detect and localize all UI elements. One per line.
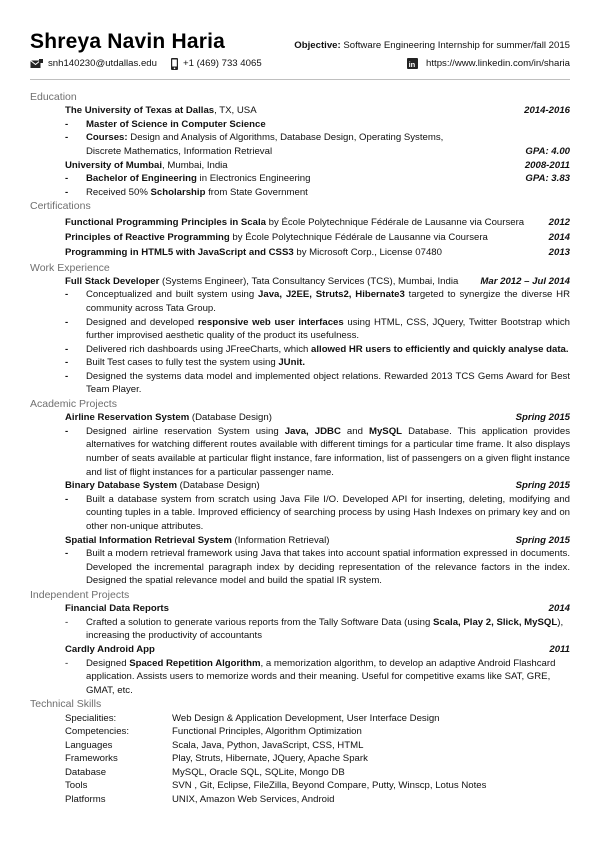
certification-row bbox=[30, 246, 570, 261]
certification-year: 2013 bbox=[548, 246, 570, 258]
bullet-text: Built a modern retrieval framework using Java that takes into account spatial information expressed in documents. Developed the incremental paragraph index by deciding representation of the relevance factors in the index. Designed the spatial relevance model and build the spatial IR system. bbox=[86, 548, 570, 587]
gpa-value: GPA: 3.83 bbox=[525, 173, 570, 185]
project-term: Spring 2015 bbox=[515, 412, 570, 424]
list-item: - Designed Spaced Repetition Algorithm, a memorization algorithm, to develop an adaptive Android Flashcard application. Assists users to memorize words and their meaning. Useful for competitive exams like SAT, GRE, GMAT, etc. bbox=[65, 657, 556, 696]
school-name: The University of Texas at Dallas bbox=[65, 105, 215, 117]
scholarship-bold: Scholarship bbox=[150, 186, 206, 198]
list-item: - Received 50% Scholarship from State Government bbox=[65, 186, 308, 198]
project-name: Airline Reservation System bbox=[65, 412, 190, 424]
skill-row bbox=[65, 739, 570, 753]
project-name: Financial Data Reports bbox=[65, 603, 169, 615]
certification-row bbox=[30, 216, 570, 231]
skill-row bbox=[65, 793, 570, 807]
job-company: (Systems Engineer), Tata Consultancy Services (TCS), Mumbai, India bbox=[159, 275, 459, 287]
bullet-bold: Java, J2EE, Struts2, Hibernate3 bbox=[258, 289, 405, 301]
project-year: 2014 bbox=[548, 603, 570, 615]
list-item: - Designed airline reservation System using Java, JDBC and MySQL Database. This application provides alternatives for watching different routes available with different timings for a particular time frame. It also displays number of seats available at particular flight instance, fare information, list of passengers on a given flight instance and list of flight instances for a particular passenger name. bbox=[65, 425, 570, 478]
job-role: Full Stack Developer bbox=[65, 275, 160, 287]
list-item: - Master of Science in Computer Science bbox=[30, 118, 570, 132]
school-location: , TX, USA bbox=[214, 105, 257, 117]
project-term: Spring 2015 bbox=[515, 534, 570, 546]
skill-row bbox=[65, 766, 570, 780]
certification-name: Programming in HTML5 with JavaScript and CSS3 bbox=[65, 246, 294, 258]
list-item: - Built Test cases to fully test the system using JUnit. bbox=[65, 357, 305, 369]
header-divider bbox=[30, 79, 570, 80]
work-entry bbox=[30, 275, 570, 289]
certification-row bbox=[30, 231, 570, 246]
bullet-bold: Scala, Play 2, Slick, MySQL bbox=[432, 616, 558, 628]
skill-label: Database bbox=[65, 766, 107, 778]
education-dates: 2014-2016 bbox=[524, 105, 570, 117]
list-item: - Built a database system from scratch using Java File I/O. Developed API for inserting, deleting, modifying and counting tuples in a table. Improved efficiency of searching process by using Hash Indexes on primary key and on other non-unique attributes. bbox=[65, 493, 570, 532]
courses-label: Courses: bbox=[86, 132, 128, 144]
phone-number: +1 (469) 733 4065 bbox=[182, 58, 262, 69]
skill-value: UNIX, Amazon Web Services, Android bbox=[172, 794, 335, 806]
gpa-value: GPA: 4.00 bbox=[525, 145, 570, 157]
section-title-independent: Independent Projects bbox=[30, 588, 130, 601]
bullet-text: Designed and developed bbox=[86, 316, 198, 328]
linkedin-item bbox=[407, 57, 570, 71]
section-title-academic: Academic Projects bbox=[30, 398, 117, 411]
list-item: - Designed the systems data model and implemented object relations. Rewarded 2013 TCS Gems Award for Best Team Player. bbox=[65, 370, 570, 396]
mail-icon bbox=[30, 59, 43, 69]
project-name: Binary Database System bbox=[65, 480, 177, 492]
resume-body bbox=[30, 90, 570, 807]
bullet-bold: allowed HR users to efficiently and quickly analyse data. bbox=[311, 343, 569, 355]
list-item: - Crafted a solution to generate various reports from the Tally Software Data (using Scala, Play 2, Slick, MySQL), increasing the productivity of accountants bbox=[65, 616, 564, 642]
degree: Bachelor of Engineering bbox=[86, 173, 197, 185]
degree-field: in Electronics Engineering bbox=[196, 173, 311, 185]
skill-row bbox=[65, 712, 570, 726]
project-type: (Database Design) bbox=[176, 480, 260, 492]
job-dates: Mar 2012 – Jul 2014 bbox=[480, 275, 570, 287]
bullet-text-end: targeted to synergize the diverse HR community across Tata Group. bbox=[86, 289, 570, 314]
bullet-text: Designed airline reservation System using bbox=[86, 425, 285, 437]
certification-name: Functional Programming Principles in Scala bbox=[65, 216, 266, 228]
gpa-row bbox=[30, 145, 570, 159]
objective-text: Software Engineering Internship for summer/fall 2015 bbox=[343, 40, 570, 51]
project-name: Cardly Android App bbox=[65, 643, 155, 655]
bullet-text: Crafted a solution to generate various reports from the Tally Software Data (using bbox=[86, 616, 433, 628]
email-link[interactable]: snh140230@utdallas.edu bbox=[48, 58, 157, 69]
list-item: - Bachelor of Engineering in Electronics Engineering GPA: 3.83 bbox=[65, 173, 570, 185]
project-entry bbox=[30, 411, 570, 425]
skill-value: Functional Principles, Algorithm Optimization bbox=[172, 726, 362, 738]
objective-label: Objective: bbox=[294, 40, 341, 51]
resume-header bbox=[30, 30, 570, 54]
bullet-bold: responsive web user interfaces bbox=[197, 316, 344, 328]
bullet-text: Built Test cases to fully test the system using bbox=[86, 357, 279, 369]
education-entry-utd bbox=[30, 104, 570, 118]
courses-line-1: Design and Analysis of Algorithms, Database Design, Operating Systems, bbox=[130, 132, 444, 144]
list-item: - Conceptualized and built system using Java, J2EE, Struts2, Hibernate3 targeted to synergize the diverse HR community across Tata Group. bbox=[65, 289, 570, 314]
scholarship-text-end: from State Government bbox=[205, 186, 308, 198]
bullet-text: Built a database system from scratch using Java File I/O. Developed API for inserting, deleting, modifying and counting tuples in a table. Improved efficiency of searching process by using Hash Indexes on primary key and on other non-unique attributes. bbox=[86, 493, 570, 532]
list-item: - Delivered rich dashboards using JFreeCharts, which allowed HR users to efficiently and quickly analyse data. bbox=[65, 343, 569, 355]
section-title-work: Work Experience bbox=[30, 261, 110, 274]
skill-label: Specialities: bbox=[65, 712, 117, 724]
list-item: - Designed and developed responsive web user interfaces using HTML, CSS, JQuery, Twitter Bootstrap which further improvised aesthetic quality of the product its usefulness. bbox=[65, 316, 571, 342]
skill-label: Competencies: bbox=[65, 726, 129, 738]
bullet-bold: Spaced Repetition Algorithm bbox=[129, 657, 261, 669]
certification-provider: by Microsoft Corp., License 07480 bbox=[293, 246, 442, 258]
project-entry bbox=[30, 479, 570, 493]
skill-value: Web Design & Application Development, User Interface Design bbox=[172, 712, 440, 724]
project-entry bbox=[30, 602, 570, 616]
bullet-text-mid: and bbox=[340, 425, 369, 437]
section-title-certifications: Certifications bbox=[30, 200, 91, 213]
skill-row bbox=[65, 752, 570, 766]
skill-label: Languages bbox=[65, 739, 113, 751]
contact-bar bbox=[30, 57, 570, 71]
degree: Master of Science in Computer Science bbox=[86, 118, 266, 130]
skill-row bbox=[65, 725, 570, 739]
bullet-text: Designed the systems data model and implemented object relations. Rewarded 2013 TCS Gems Award for Best Team Player. bbox=[86, 370, 570, 396]
education-entry-mumbai bbox=[30, 159, 570, 173]
phone-item bbox=[171, 57, 262, 71]
bullet-bold: Java, JDBC bbox=[284, 425, 341, 437]
skill-value: Scala, Java, Python, JavaScript, CSS, HTML bbox=[172, 739, 364, 751]
phone-icon bbox=[171, 58, 178, 70]
email-item bbox=[30, 57, 157, 71]
list-item: - Courses: Design and Analysis of Algorithms, Database Design, Operating Systems, bbox=[65, 132, 444, 144]
list-item: - Built a modern retrieval framework using Java that takes into account spatial information expressed in documents. Developed the incremental paragraph index by deciding representation of the relevance factors in the index. Designed the spatial relevance model and build the spatial IR system. bbox=[65, 548, 570, 587]
bullet-text-end: Database. This application provides alternatives for watching different routes available with different timings for a particular time frame. It also displays number of seats available at particular flight instance, fare information, list of passengers on a given flight instance and list of flight instances for a particular passenger name. bbox=[86, 425, 570, 478]
skill-label: Tools bbox=[65, 780, 88, 792]
bullet-text: Designed bbox=[86, 657, 130, 669]
skill-value: SVN , Git, Eclipse, FileZilla, Beyond Compare, Putty, Winscp, Lotus Notes bbox=[172, 780, 487, 792]
bullet-text-end: ), increasing the productivity of accountants bbox=[86, 616, 564, 642]
certification-provider: by École Polytechnique Fédérale de Lausanne via Coursera bbox=[265, 216, 525, 228]
linkedin-icon bbox=[407, 58, 418, 69]
section-title-skills: Technical Skills bbox=[30, 698, 102, 711]
certification-year: 2014 bbox=[548, 231, 570, 243]
bullet-text: Delivered rich dashboards using JFreeCharts, which bbox=[86, 343, 312, 355]
school-location: , Mumbai, India bbox=[162, 159, 228, 171]
bullet-bold-2: MySQL bbox=[368, 425, 403, 437]
certification-year: 2012 bbox=[548, 216, 570, 228]
bullet-text-end: using HTML, CSS, JQuery, Twitter Bootstrap which further improvised aesthetic quality of the product its usefulness. bbox=[86, 316, 571, 342]
skill-row bbox=[65, 779, 570, 793]
project-entry bbox=[30, 643, 570, 657]
bullet-bold: JUnit. bbox=[278, 357, 305, 369]
project-name: Spatial Information Retrieval System bbox=[65, 534, 232, 546]
certification-name: Principles of Reactive Programming bbox=[65, 231, 230, 243]
project-type: (Database Design) bbox=[189, 412, 272, 424]
certification-provider: by École Polytechnique Fédérale de Lausanne via Coursera bbox=[229, 231, 488, 243]
bullet-text: Conceptualized and built system using bbox=[86, 289, 259, 301]
objective bbox=[294, 39, 570, 53]
project-type: (Information Retrieval) bbox=[231, 534, 330, 546]
scholarship-text: Received 50% bbox=[86, 186, 151, 198]
svg-text:in: in bbox=[408, 60, 416, 70]
courses-line-2: Discrete Mathematics, Information Retrieval bbox=[86, 145, 273, 157]
skill-label: Platforms bbox=[65, 794, 106, 806]
skill-value: Play, Struts, Hibernate, JQuery, Apache Spark bbox=[172, 753, 368, 765]
linkedin-link[interactable]: https://www.linkedin.com/in/sharia bbox=[426, 58, 570, 69]
school-name: University of Mumbai bbox=[65, 159, 163, 171]
skill-value: MySQL, Oracle SQL, SQLite, Mongo DB bbox=[172, 766, 345, 778]
bullet-text-end: , a memorization algorithm, to develop an adaptive Android Flashcard application. Assists users to memorize words and their meaning. Useful for competitive exams like SAT, GRE, GMAT, etc. bbox=[86, 657, 556, 696]
project-term: Spring 2015 bbox=[515, 480, 570, 492]
project-year: 2011 bbox=[549, 643, 570, 655]
project-entry bbox=[30, 534, 570, 548]
section-title-education: Education bbox=[30, 91, 77, 103]
candidate-name: Shreya Navin Haria bbox=[30, 30, 226, 53]
education-dates: 2008-2011 bbox=[524, 159, 570, 171]
skill-label: Frameworks bbox=[65, 753, 118, 765]
skills-table bbox=[30, 712, 570, 807]
